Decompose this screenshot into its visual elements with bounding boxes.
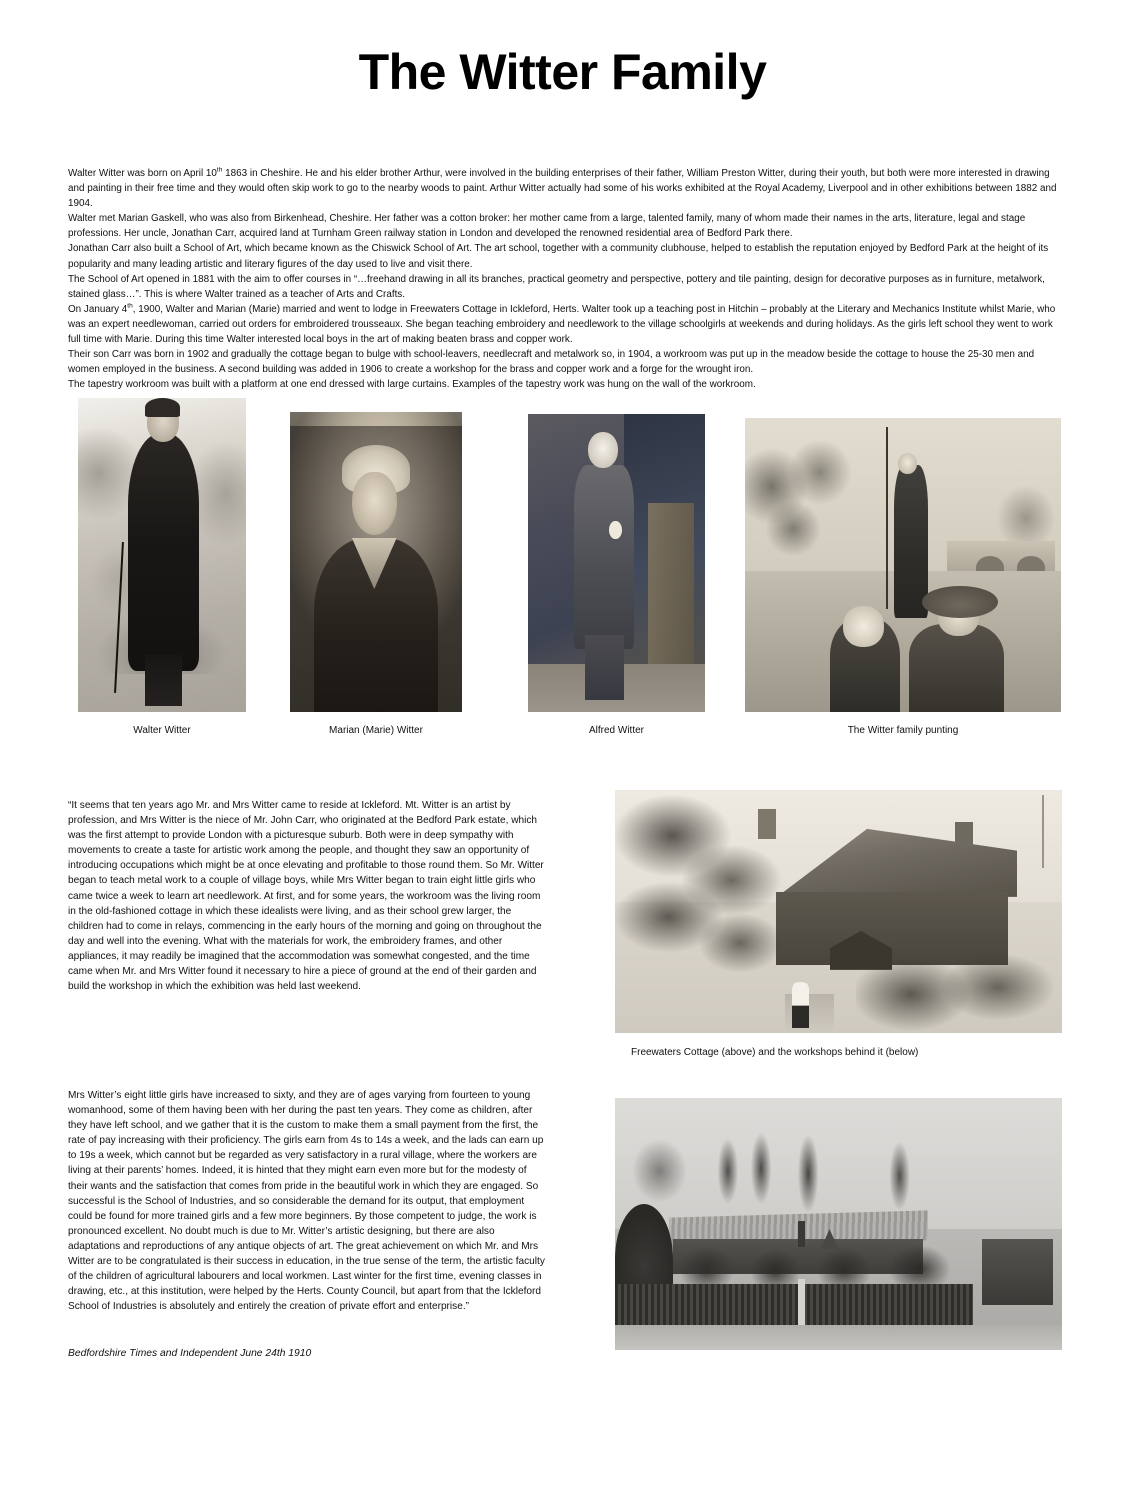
intro-paragraph-4-text: The School of Art opened in 1881 with the aim to offer courses in “…freehand drawing in all its branches, practical geometry and perspective, pottery and tile painting, design for decorative purposes as in furniture, metalwork, stained glass…”. This is where Walter trained as a teacher of Arts and Crafts. — [68, 273, 1045, 300]
photo-figure-coat — [128, 433, 199, 672]
photo-standing-figure-head — [898, 453, 917, 474]
photo-walter-witter — [78, 398, 246, 712]
intro-paragraph-6-text: Their son Carr was born in 1902 and gradually the cottage began to bulge with school-leavers, needlecraft and metalwork so, in 1904, a workroom was put up in the meadow beside the cottage to house the 25-30 men and women employed in the business. A second building was added in 1906 to create a workshop for the brass and copper work and a forge for the wrought iron. — [68, 349, 1035, 376]
photo-shed-door — [648, 503, 694, 676]
photo-figure-on-path — [792, 987, 810, 1028]
intro-paragraph-2-text: Walter met Marian Gaskell, who was also from Birkenhead, Cheshire. Her father was a cotton broker: her mother came from a large, talented family, many of whom made their names in the arts, literature, legal and stage professions. Her uncle, Jonathan Carr, acquired land at Turnham Green railway station in London and developed the renowned residential area of Bedford Park there. — [68, 213, 1026, 240]
intro-paragraph-3-text: Jonathan Carr also built a School of Art, which became known as the Chiswick School of Art. The art school, together with a community clubhouse, helped to establish the reputation enjoyed by Bedford Park at the height of its popularity and many leading artistic and literary figures of the day used to live and visit there. — [68, 243, 1049, 270]
photo-tree-left — [615, 795, 794, 980]
photo-trees-left — [745, 430, 852, 571]
photo-standing-figure — [894, 465, 929, 618]
photo-shed-right — [982, 1239, 1054, 1305]
photo-figure-suit — [574, 465, 634, 650]
photo-workshops-behind-cottage — [615, 1098, 1062, 1350]
caption-alfred-witter: Alfred Witter — [588, 725, 644, 736]
intro-paragraph-1-text: Walter Witter was born on April 10th 1863 in Cheshire. He and his elder brother Arthur, were involved in the building enterprises of their father, William Preston Witter, during their youth, but both were more interested in drawing and painting in their free time and they would often skip work to go to the nearby woods to paint. Arthur Witter actually had some of his works exhibited at the Royal Academy, Liverpool and in other exhibitions between 1882 and 1904. — [68, 166, 1057, 210]
photo-road — [615, 1325, 1062, 1350]
photo-punt-pole — [886, 427, 888, 609]
photo-figure-legs — [585, 635, 624, 701]
caption-freewaters-cottage-and-workshops: Freewaters Cottage (above) and the workshops behind it (below) — [631, 1047, 919, 1058]
photo-alfred-witter — [528, 414, 705, 712]
photo-witter-family-punting — [745, 418, 1061, 712]
photo-marian-marie-witter — [290, 412, 462, 712]
photo-seated-figure-hat — [922, 586, 998, 618]
article-attribution: Bedfordshire Times and Independent June 24th 1910 — [68, 1348, 312, 1359]
caption-marian-marie-witter: Marian (Marie) Witter — [329, 725, 423, 736]
photo-pole — [1042, 795, 1044, 868]
photo-figure-head — [588, 432, 618, 468]
article-second-paragraph: Mrs Witter’s eight little girls have increased to sixty, and they are of ages varying from fourteen to young womanhood, some of them having been with her during the past ten years. They come as children, after they have left school, and we gather that it is the custom to make them a small payment from the first, the rate of pay increasing with their proficiency. The girls earn from 4s to 14s a week, and the lads can earn up to 19s a week, which cannot but be regarded as very satisfactory in a rural village, where the workers are living at their parents’ homes. Indeed, it is hinted that they might earn even more but for the modesty of their wants and the satisfaction that comes from pride in the beautiful work in which they are engaged. So successful is the School of Industries, and so considerable the demand for its output, that employment could be found for more trained girls and a few more beginners. By those competent to judge, the work is pronounced excellent. No doubt much is due to Mr. Witter’s artistic designing, but there are also adaptations and reproductions of any antique objects of art. The great achievement on which Mr. and Mrs Witter are to be congratulated is their success in education, in the true sense of the term, the artistic faculty of the children of agricultural labourers and local workmen. Last winter for the first time, evening classes in drawing, etc., at this institution, were helped by the Herts. County Council, but apart from that the Ickleford School of Industries is absolutely and entirely the creation of private effort and enterprise.” — [68, 1090, 545, 1313]
page-title: The Witter Family — [358, 44, 767, 100]
photo-seated-figure-left-head — [843, 606, 884, 647]
caption-witter-family-punting: The Witter family punting — [847, 725, 959, 736]
intro-paragraph-5-text: On January 4th, 1900, Walter and Marian (Marie) married and went to lodge in Freewaters Cottage in Ickleford, Herts. Walter took up a teaching post in Hitchin – probably at the Literary and Mechanics Institute whilst Marie, who was an expert needlewoman, carried out orders for embroidered trousseaux. She began teaching embroidery and needlework to the village schoolgirls at weekends and during holidays. As the girls left school they went to work full time with Marie. During this time Walter interested local boys in the art of making beaten brass and copper work. — [68, 302, 1056, 346]
photo-figure-hair — [145, 398, 180, 417]
photo-freewaters-cottage — [615, 790, 1062, 1033]
intro-paragraph-7-text: The tapestry workroom was built with a platform at one end dressed with large curtains. Examples of the tapestry work was hung on the wall of the workroom. — [68, 379, 756, 391]
photo-figure-hand — [609, 521, 621, 539]
photo-seated-figure-right — [909, 624, 1004, 712]
article-quote-paragraph: “It seems that ten years ago Mr. and Mrs Witter came to reside at Ickleford. Mt. Witter is an artist by profession, and Mrs Witter is the niece of Mr. John Carr, who originated at the Bedford Park estate, which was the first attempt to provide London with a picturesque suburb. Both were in deep sympathy with movements to create a taste for artistic work among the people, and thought they saw an opportunity of introducing occupations which might be at once elevating and profitable to those round them. So Mr. Witter began to teach metal work to a couple of village boys, while Mrs Witter began to train eight little girls who came twice a week to learn art needlework. At first, and for some years, the workroom was the living room in the old-fashioned cottage in which these idealists were living, and as their school grew larger, the children had to come in relays, commencing in the early hours of the morning and going on throughout the day and well into the evening. What with the materials for work, the embroidery frames, and other appliances, it may readily be imagined that the accommodation was somewhat congested, and the time came when Mr. and Mrs Witter found it necessary to hire a piece of ground at the end of their garden and build the workshop in which the exhibition was held last weekend. — [68, 800, 544, 993]
photo-figure-legs — [145, 655, 182, 705]
article-second-block — [68, 1088, 548, 1314]
caption-walter-witter: Walter Witter — [133, 725, 191, 736]
photo-bushes-right — [856, 931, 1053, 1033]
article-quote-block — [68, 798, 548, 994]
photo-portrait-face — [352, 472, 397, 535]
